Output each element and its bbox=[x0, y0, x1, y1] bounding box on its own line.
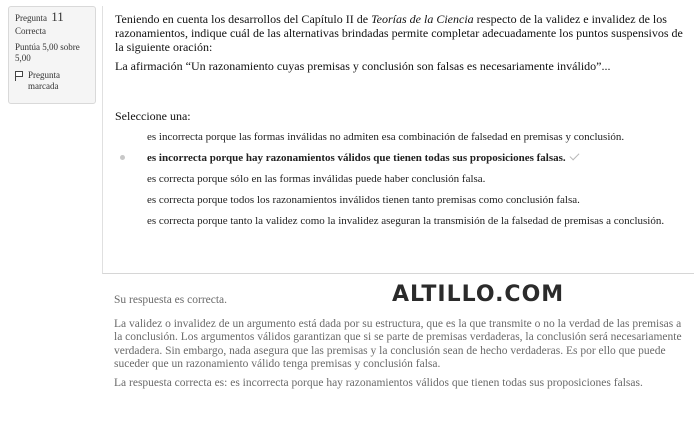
answer-option-a[interactable] bbox=[115, 130, 694, 145]
feedback-explanation: La validez o invalidez de un argumento está dada por su estructura, que es la que transmite o no la verdad de las premisas a la conclusión. Los argumentos válidos garantizan que si se parte de premisas verdaderas, la conclusión será necesariamente verdadera. Sin embargo, nada asegura que las premisas y la conclusión sean de hecho verdaderas. Es por ello que puede suceder que un razonamiento válido tenga premisas y conclusión falsa. bbox=[114, 317, 682, 370]
question-text-before: Teniendo en cuenta los desarrollos del Capítulo II de bbox=[115, 12, 372, 26]
question-statement: La afirmación “Un razonamiento cuyas premisas y conclusión son falsas es necesariamente inválido”... bbox=[115, 59, 611, 73]
flag-question-toggle[interactable] bbox=[15, 70, 89, 92]
answer-text: es incorrecta porque las formas inválidas no admiten esa combinación de falsedad en premisas y conclusión. bbox=[147, 131, 625, 143]
question-text bbox=[115, 12, 694, 73]
question-label: Pregunta bbox=[15, 13, 47, 23]
select-prompt: Seleccione una: bbox=[115, 109, 191, 123]
flag-icon bbox=[15, 71, 24, 81]
right-answer: La respuesta correcta es: es incorrecta porque hay razonamientos válidos que tienen todas sus proposiciones falsas. bbox=[114, 376, 643, 389]
answer-text: es correcta porque tanto la validez como la invalidez aseguran la transmisión de la falsedad de premisas a conclusión. bbox=[147, 215, 665, 227]
check-icon bbox=[569, 151, 579, 161]
flag-label: Pregunta marcada bbox=[28, 70, 60, 91]
radio-icon bbox=[120, 155, 125, 160]
answer-list bbox=[115, 130, 694, 229]
answer-text: es incorrecta porque hay razonamientos válidos que tienen todas sus proposiciones falsas. bbox=[147, 152, 566, 164]
question-number bbox=[15, 11, 89, 24]
watermark: ALTILLO.COM bbox=[392, 282, 565, 307]
question-text-after: respecto de la validez e invalidez de los razonamientos, indique cuál de las alternativas brindadas permite completar adecuadamente los puntos suspensivos de la siguiente oración: bbox=[115, 12, 683, 54]
answer-text: es correcta porque todos los razonamientos inválidos tienen tanto premisas como conclusión falsa. bbox=[147, 194, 580, 206]
book-title: Teorías de la Ciencia bbox=[371, 12, 474, 26]
question-state: Correcta bbox=[15, 26, 46, 36]
answer-text: es correcta porque sólo en las formas inválidas puede haber conclusión falsa. bbox=[147, 173, 486, 185]
answer-option-e[interactable] bbox=[115, 214, 694, 229]
answer-option-b[interactable] bbox=[115, 151, 694, 166]
answer-option-d[interactable] bbox=[115, 193, 694, 208]
question-number-value: 11 bbox=[51, 9, 64, 24]
feedback-section bbox=[114, 294, 690, 395]
question-info bbox=[8, 6, 96, 104]
feedback-title: Su respuesta es correcta. bbox=[114, 294, 228, 306]
question-formulation bbox=[102, 6, 694, 274]
question-grade: Puntúa 5,00 sobre 5,00 bbox=[15, 42, 80, 63]
answer-option-c[interactable] bbox=[115, 172, 694, 187]
